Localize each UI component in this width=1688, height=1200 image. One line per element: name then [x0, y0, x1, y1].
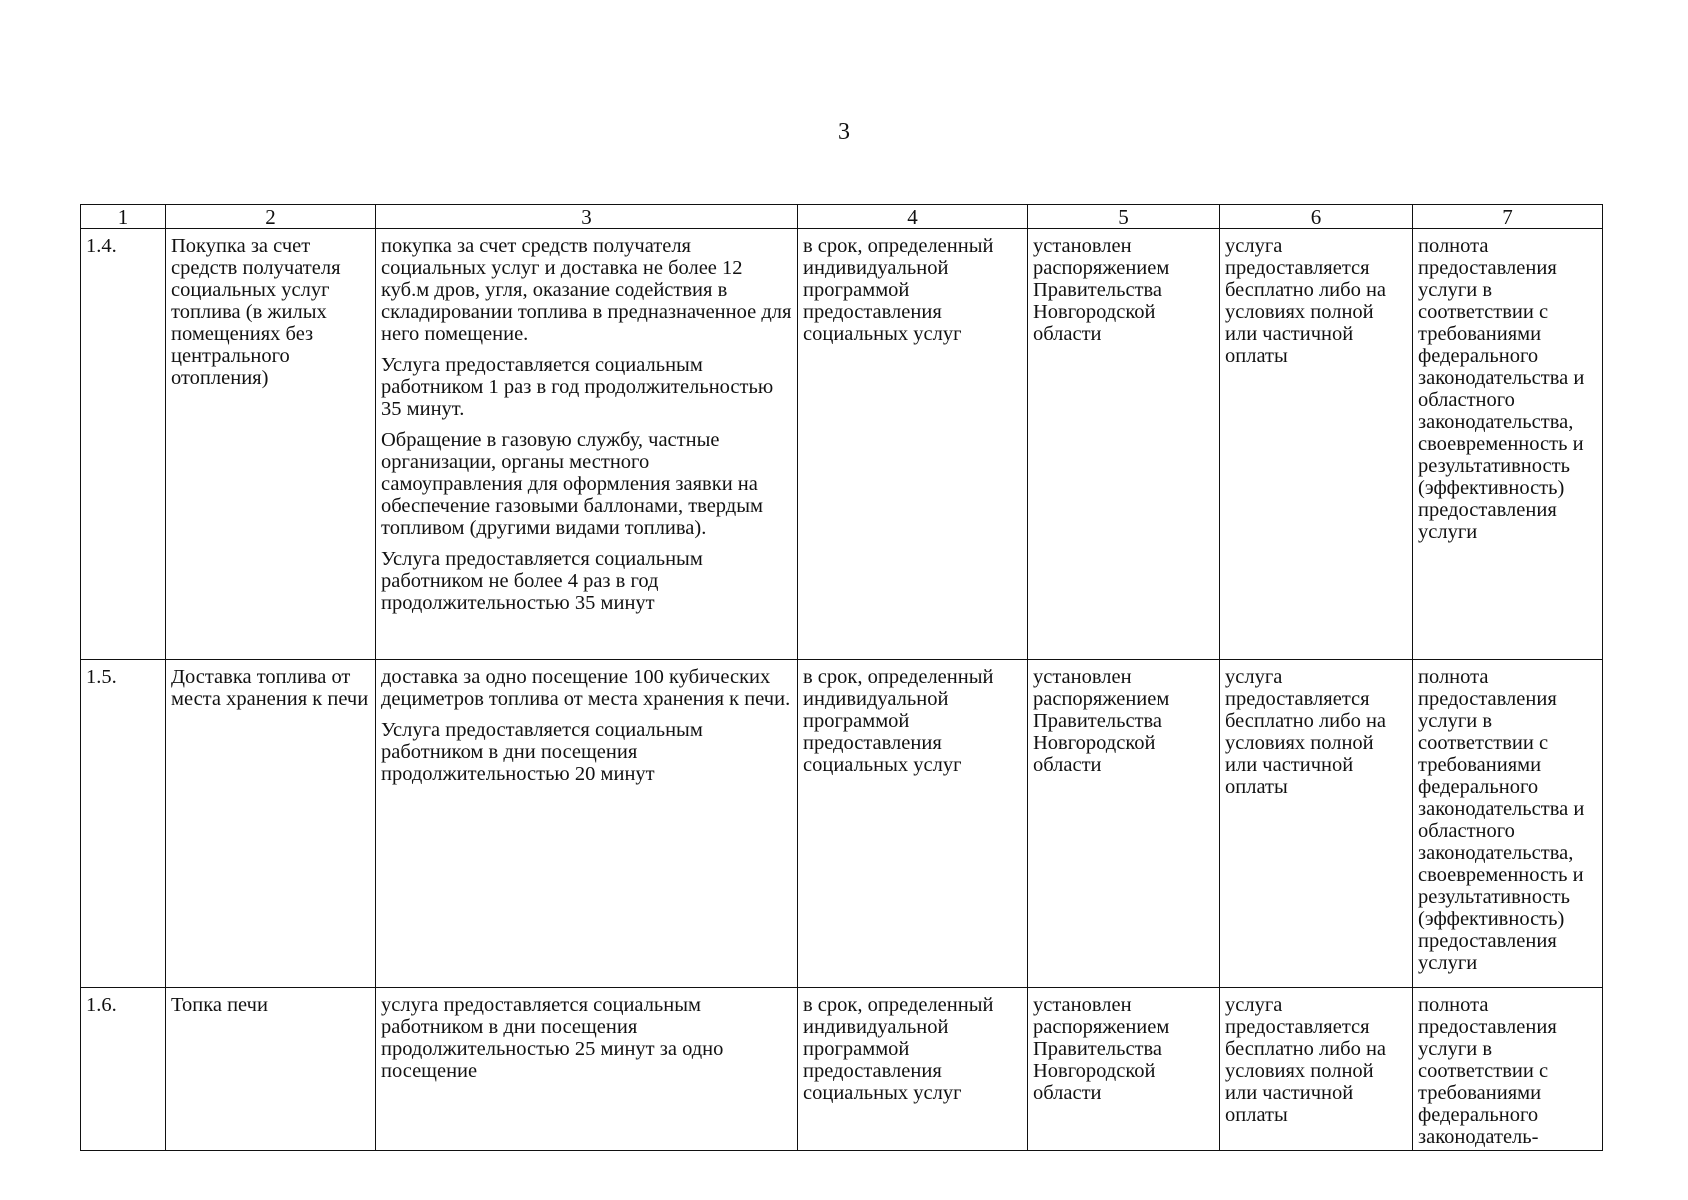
- column-header: 3: [376, 205, 798, 229]
- column-header: 5: [1028, 205, 1220, 229]
- service-payment: услуга предоставляется бесплатно либо на условиях полной или частичной оплаты: [1220, 988, 1413, 1151]
- service-name: Топка печи: [166, 988, 376, 1151]
- service-description: [376, 660, 798, 988]
- column-header: 4: [798, 205, 1028, 229]
- services-table: [80, 204, 1603, 1151]
- table-row: [81, 988, 1603, 1151]
- table-row: [81, 660, 1603, 988]
- service-description: [376, 988, 798, 1151]
- column-header: 2: [166, 205, 376, 229]
- column-header: 6: [1220, 205, 1413, 229]
- service-payment: услуга предоставляется бесплатно либо на условиях полной или частичной оплаты: [1220, 660, 1413, 988]
- description-paragraph: услуга предоставляется социальным работником в дни посещения продолжительностью 25 минут за одно посещение: [381, 994, 724, 1082]
- row-number: 1.4.: [81, 229, 166, 660]
- service-tariff: установлен распоряжением Правительства Новгородской области: [1028, 988, 1220, 1151]
- description-paragraph: доставка за одно посещение 100 кубических дециметров топлива от места хранения к печи.: [381, 666, 791, 710]
- service-tariff: установлен распоряжением Правительства Новгородской области: [1028, 229, 1220, 660]
- column-header: 7: [1413, 205, 1603, 229]
- table-row: [81, 229, 1603, 660]
- description-paragraph: Услуга предоставляется социальным работником не более 4 раз в год продолжительностью 35 минут: [381, 548, 703, 614]
- service-term: в срок, определенный индивидуальной программой предоставления социальных услуг: [798, 229, 1028, 660]
- service-quality: полнота предоставления услуги в соответствии с требованиями федерального законодатель-: [1413, 988, 1603, 1151]
- column-header: 1: [81, 205, 166, 229]
- service-term: в срок, определенный индивидуальной программой предоставления социальных услуг: [798, 988, 1028, 1151]
- service-name: Доставка топлива от места хранения к печи: [166, 660, 376, 988]
- description-paragraph: Услуга предоставляется социальным работником в дни посещения продолжительностью 20 минут: [381, 719, 703, 785]
- service-payment: услуга предоставляется бесплатно либо на условиях полной или частичной оплаты: [1220, 229, 1413, 660]
- row-number: 1.5.: [81, 660, 166, 988]
- description-paragraph: покупка за счет средств получателя социальных услуг и доставка не более 12 куб.м дров, угля, оказание содействия в складировании топлива в предназначенное для него помещение.: [381, 235, 792, 345]
- service-description: [376, 229, 798, 660]
- column-number-row: [81, 205, 1603, 229]
- service-quality: полнота предоставления услуги в соответствии с требованиями федерального законодательства и областного законодательства, своевременность и результативность (эффективность) предоставления услуги: [1413, 229, 1603, 660]
- row-number: 1.6.: [81, 988, 166, 1151]
- service-quality: полнота предоставления услуги в соответствии с требованиями федерального законодательства и областного законодательства, своевременность и результативность (эффективность) предоставления услуги: [1413, 660, 1603, 988]
- service-tariff: установлен распоряжением Правительства Новгородской области: [1028, 660, 1220, 988]
- description-paragraph: Услуга предоставляется социальным работником 1 раз в год продолжительностью 35 минут.: [381, 354, 774, 420]
- page-number: 3: [838, 119, 850, 145]
- description-paragraph: Обращение в газовую службу, частные организации, органы местного самоуправления для оформления заявки на обеспечение газовыми баллонами, твердым топливом (другими видами топлива).: [381, 429, 763, 539]
- service-name: Покупка за счет средств получателя социальных услуг топлива (в жилых помещениях без центрального отопления): [166, 229, 376, 660]
- service-term: в срок, определенный индивидуальной программой предоставления социальных услуг: [798, 660, 1028, 988]
